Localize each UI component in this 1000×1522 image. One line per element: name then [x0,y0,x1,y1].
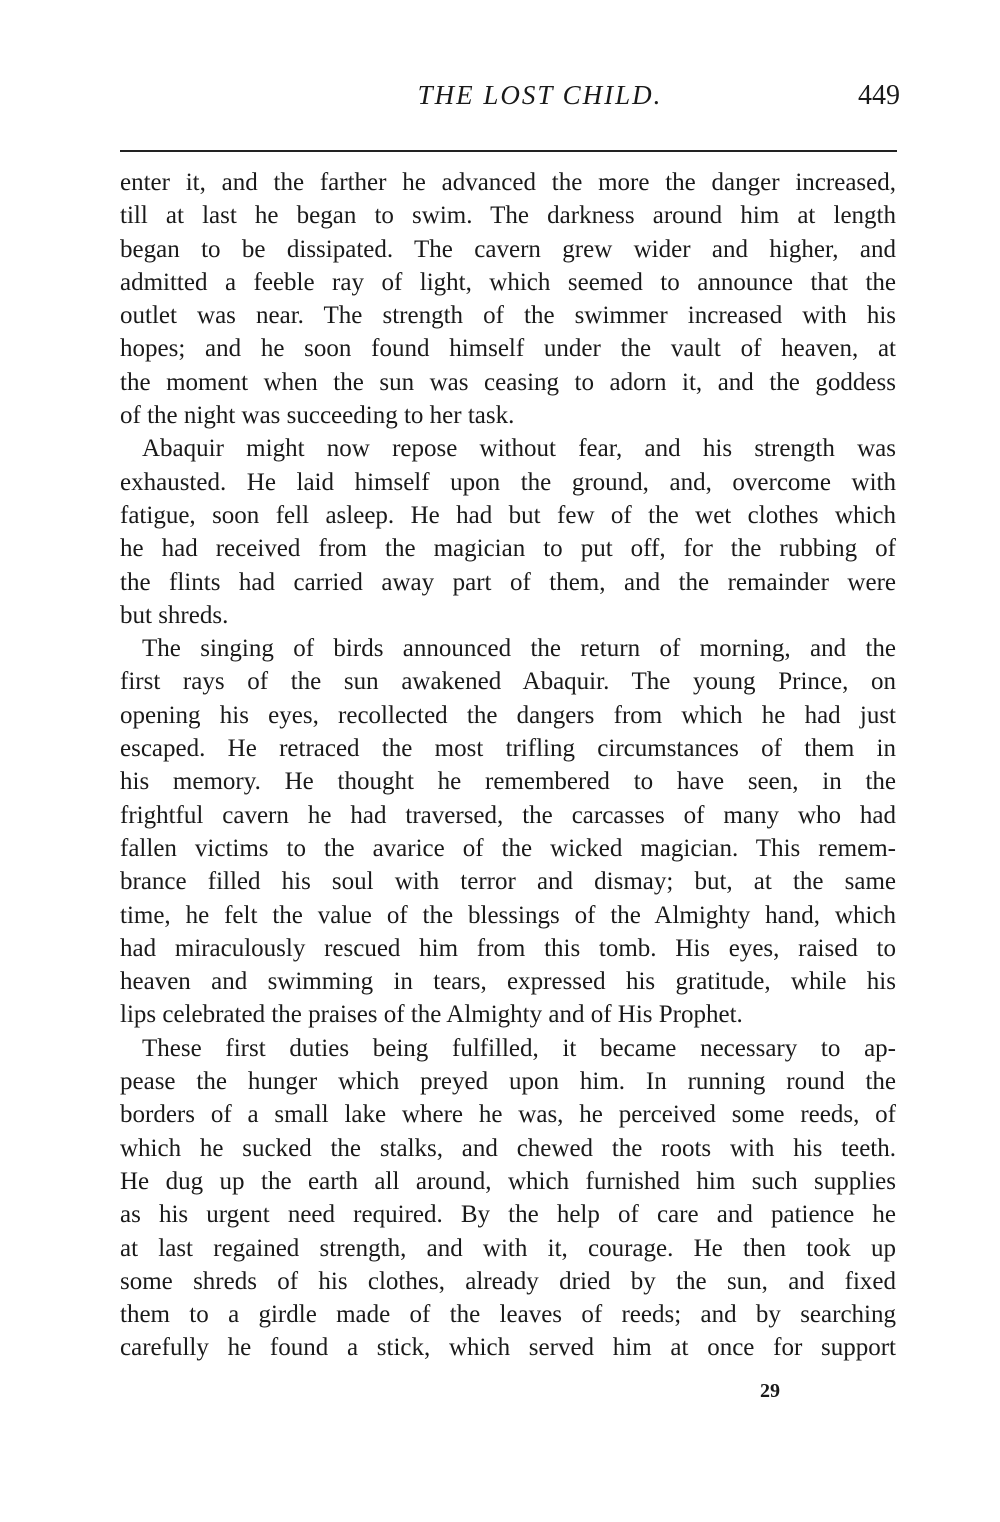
text-line: carefully he found a stick, which served him at once for support [120,1334,896,1362]
paragraph [120,432,896,632]
text-line: time, he felt the value of the blessings of the Almighty hand, which [120,901,896,929]
text-line: pease the hunger which preyed upon him. In running round the [120,1068,896,1096]
text-line: enter it, and the farther he advanced the more the danger increased, [120,169,896,196]
text-line: frightful cavern he had traversed, the carcasses of many who had [120,801,896,829]
text-line: lips celebrated the praises of the Almighty and of His Prophet. [120,1001,743,1029]
text-line: first rays of the sun awakened Abaquir. The young Prince, on [120,668,896,696]
text-line: of the night was succeeding to her task. [120,402,515,430]
text-line: as his urgent need required. By the help of care and patience he [120,1201,896,1229]
text-line: fallen victims to the avarice of the wicked magician. This remem- [120,834,896,862]
body-text [120,166,896,1365]
text-line: admitted a feeble ray of light, which seemed to announce that the [120,268,896,296]
text-line: heaven and swimming in tears, expressed his gratitude, while his [120,968,896,996]
text-line: his memory. He thought he remembered to have seen, in the [120,768,896,796]
text-line: began to be dissipated. The cavern grew wider and higher, and [120,235,896,263]
text-line: some shreds of his clothes, already dried by the sun, and fixed [120,1267,896,1295]
text-line: brance filled his soul with terror and dismay; but, at the same [120,868,896,896]
text-line: the flints had carried away part of them, and the remainder were [120,568,896,596]
text-line: at last regained strength, and with it, courage. He then took up [120,1234,896,1262]
text-line: These first duties being fulfilled, it became necessary to ap- [142,1034,896,1062]
text-line: had miraculously rescued him from this tomb. His eyes, raised to [120,934,896,962]
text-line: escaped. He retraced the most trifling circumstances of them in [120,735,896,763]
text-line: borders of a small lake where he was, he perceived some reeds, of [120,1101,896,1129]
text-line: He dug up the earth all around, which furnished him such supplies [120,1167,896,1195]
paragraph [120,632,896,1032]
text-line: opening his eyes, recollected the dangers from which he had just [120,701,896,729]
text-line: till at last he began to swim. The darkness around him at length [120,202,896,230]
signature-mark: 29 [760,1380,780,1402]
text-line: Abaquir might now repose without fear, and his strength was [142,435,896,463]
text-line: exhausted. He laid himself upon the ground, and, overcome with [120,468,896,496]
text-line: them to a girdle made of the leaves of reeds; and by searching [120,1301,896,1329]
text-line: the moment when the sun was ceasing to adorn it, and the goddess [120,368,896,396]
header-rule [120,150,897,152]
text-line: but shreds. [120,601,229,629]
text-line: which he sucked the stalks, and chewed the roots with his teeth. [120,1134,896,1162]
text-line: hopes; and he soon found himself under the vault of heaven, at [120,335,896,363]
text-line: outlet was near. The strength of the swimmer increased with his [120,302,896,330]
page-number: 449 [858,80,900,111]
paragraph [120,166,896,432]
text-line: The singing of birds announced the return of morning, and the [142,635,896,663]
running-header-title: THE LOST CHILD. [417,80,663,110]
text-line: fatigue, soon fell asleep. He had but few of the wet clothes which [120,501,896,529]
paragraph [120,1032,896,1365]
text-line: he had received from the magician to put off, for the rubbing of [120,535,896,563]
